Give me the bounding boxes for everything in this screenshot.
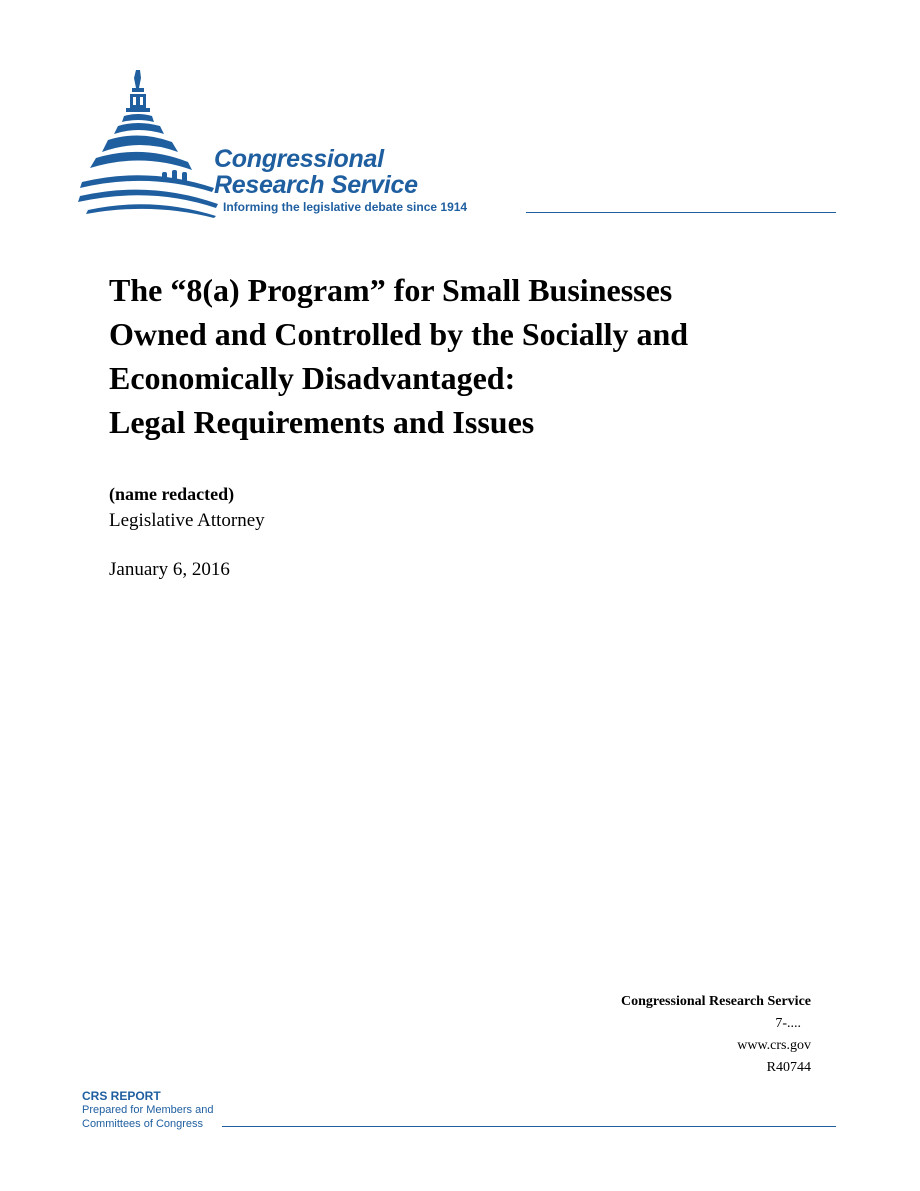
publisher-organization: Congressional Research Service xyxy=(620,994,811,1009)
crs-report-footer xyxy=(82,1089,213,1131)
author-name: (name redacted) xyxy=(109,484,235,504)
title-line-1: The “8(a) Program” for Small Businesses xyxy=(109,272,673,308)
crs-logo xyxy=(78,66,838,226)
title-line-4: Legal Requirements and Issues xyxy=(109,404,535,440)
author-role: Legislative Attorney xyxy=(109,510,265,531)
title-line-2: Owned and Controlled by the Socially and xyxy=(109,316,689,352)
publisher-block xyxy=(621,991,811,1079)
logo-name-line2: Research Service xyxy=(214,171,418,199)
report-number: R40744 xyxy=(766,1060,811,1075)
logo-name xyxy=(214,146,418,198)
footer-label: CRS REPORT xyxy=(82,1089,161,1103)
footer-line-1: Prepared for Members and xyxy=(82,1104,214,1116)
website-link[interactable]: www.crs.gov xyxy=(737,1038,811,1053)
logo-divider xyxy=(526,212,836,213)
capitol-dome-icon xyxy=(78,66,228,218)
order-code: 7-.... xyxy=(775,1016,801,1031)
footer-line-2: Committees of Congress xyxy=(82,1118,204,1130)
logo-tagline: Informing the legislative debate since 1914 xyxy=(223,200,468,214)
report-date: January 6, 2016 xyxy=(109,559,230,580)
report-title xyxy=(109,268,829,444)
title-line-3: Economically Disadvantaged: xyxy=(109,360,516,396)
footer-divider xyxy=(222,1126,836,1127)
logo-name-line1: Congressional xyxy=(214,145,384,173)
